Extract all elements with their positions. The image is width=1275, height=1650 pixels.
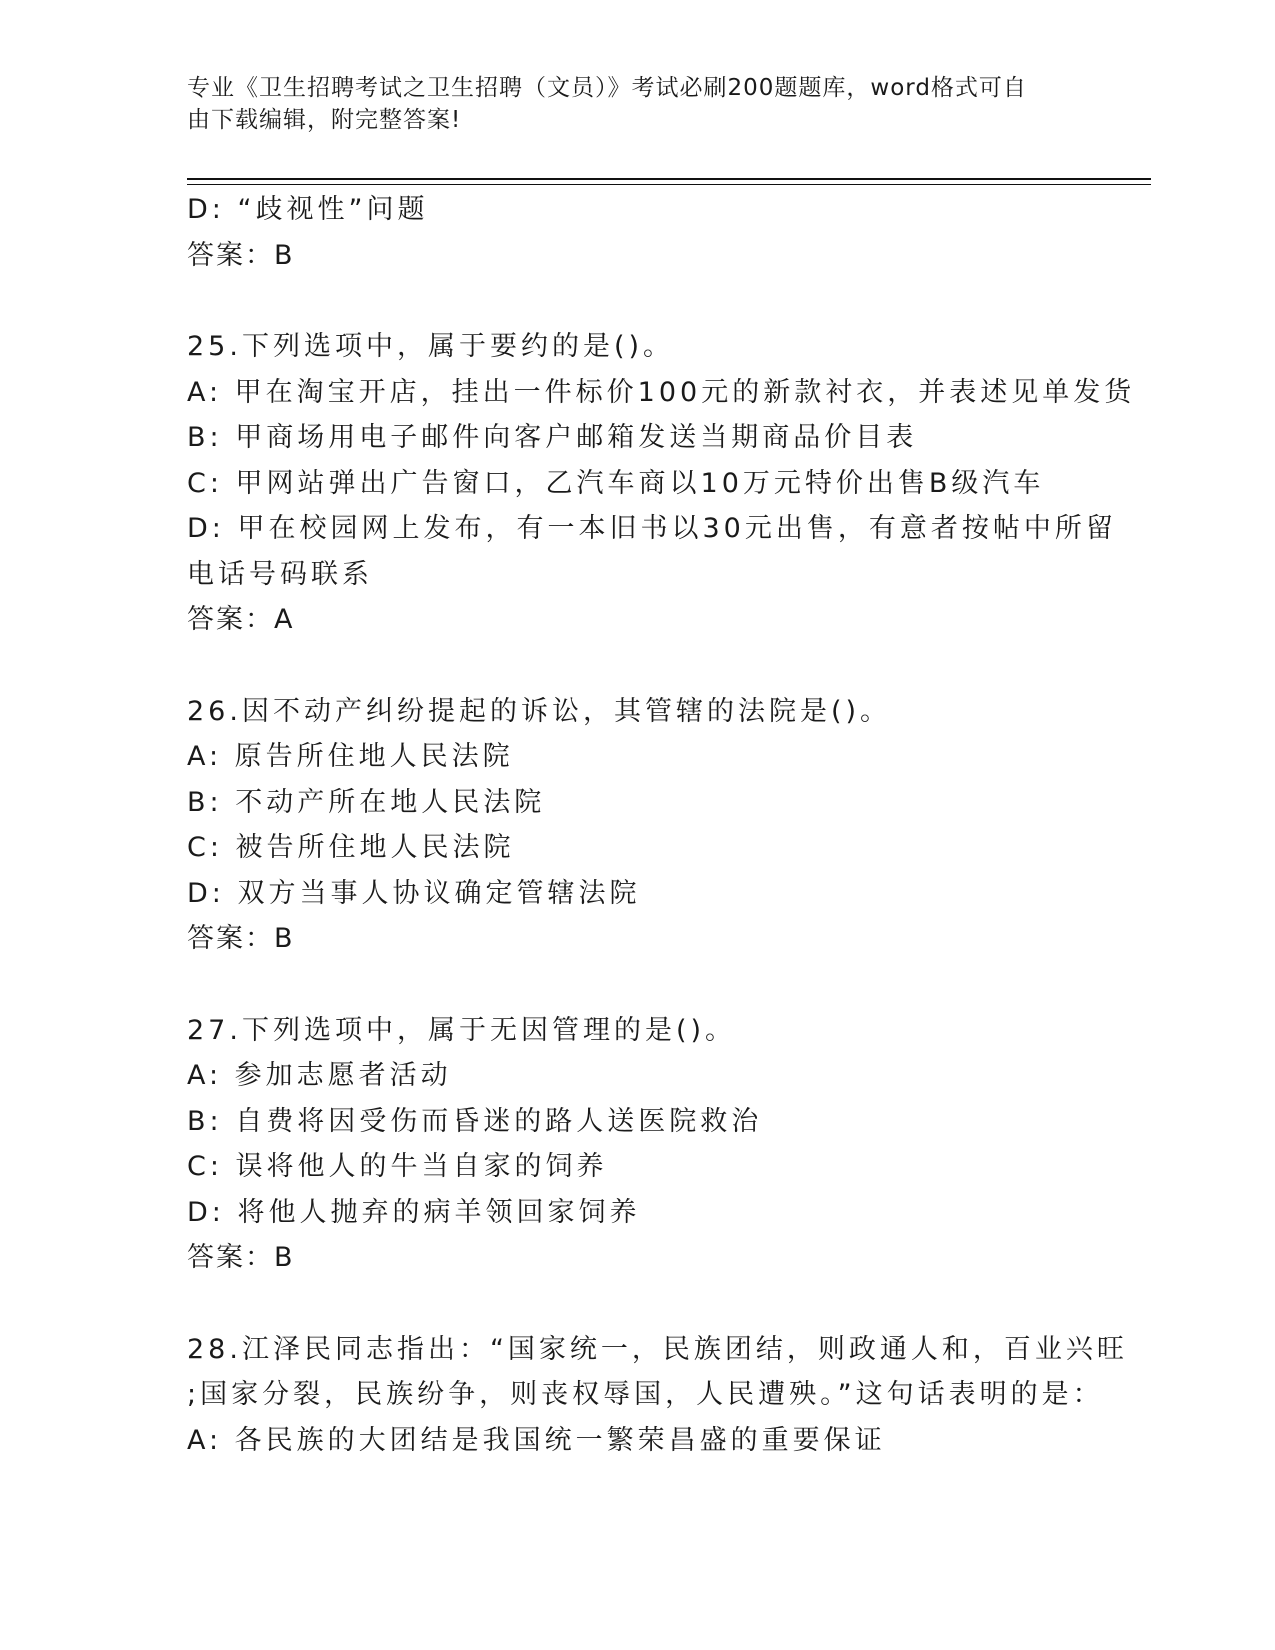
option-a: A: 各民族的大团结是我国统一繁荣昌盛的重要保证 <box>187 1424 886 1456</box>
question-text: 26.因不动产纠纷提起的诉讼，其管辖的法院是()。 <box>187 695 892 727</box>
option-d: D: 双方当事人协议确定管辖法院 <box>187 877 641 909</box>
option-c: C: 被告所住地人民法院 <box>187 832 515 863</box>
option-b: B: 不动产所在地人民法院 <box>187 786 546 818</box>
option-b: B: 自费将因受伤而昏迷的路人送医院救治 <box>187 1105 763 1137</box>
option-a: A: 原告所住地人民法院 <box>187 741 514 772</box>
answer-line: 答案：B <box>187 239 295 271</box>
option-a: A: 甲在淘宝开店，挂出一件标价100元的新款衬衣，并表述见单发货 <box>187 376 1136 408</box>
question-text-continued: ;国家分裂，民族纷争，则丧权辱国，人民遭殃。”这句话表明的是： <box>187 1379 1104 1410</box>
option-d-continued: 电话号码联系 <box>187 558 373 590</box>
header-divider-thin <box>187 184 1151 185</box>
question-24-tail <box>187 187 1087 278</box>
answer-line: 答案：B <box>187 923 295 954</box>
question-content <box>187 187 1136 1463</box>
option-d: D: 甲在校园网上发布，有一本旧书以30元出售，有意者按帖中所留 <box>187 513 1117 544</box>
option-c: C: 甲网站弹出广告窗口，乙汽车商以10万元特价出售B级汽车 <box>187 467 1045 499</box>
option-d: D: “歧视性”问题 <box>187 194 429 225</box>
question-text: 27.下列选项中，属于无因管理的是()。 <box>187 1014 737 1046</box>
question-28 <box>187 1327 1128 1464</box>
question-26 <box>187 689 1087 962</box>
header-line-2: 由下载编辑，附完整答案! <box>187 107 462 133</box>
option-a: A: 参加志愿者活动 <box>187 1060 452 1091</box>
answer-line: 答案：A <box>187 604 295 635</box>
answer-line: 答案：B <box>187 1242 295 1273</box>
option-c: C: 误将他人的牛当自家的饲养 <box>187 1151 608 1182</box>
header-divider-thick <box>187 178 1151 180</box>
option-b: B: 甲商场用电子邮件向客户邮箱发送当期商品价目表 <box>187 422 918 453</box>
question-text: 25.下列选项中，属于要约的是()。 <box>187 331 675 362</box>
question-25 <box>187 324 1136 643</box>
header-line-1: 专业《卫生招聘考试之卫生招聘（文员）》考试必刷200题题库，word格式可自 <box>187 75 1027 101</box>
option-d: D: 将他人抛弃的病羊领回家饲养 <box>187 1196 641 1228</box>
document-header <box>187 72 1087 136</box>
question-27 <box>187 1008 1087 1281</box>
question-text: 28.江泽民同志指出：“国家统一，民族团结，则政通人和，百业兴旺 <box>187 1333 1128 1365</box>
